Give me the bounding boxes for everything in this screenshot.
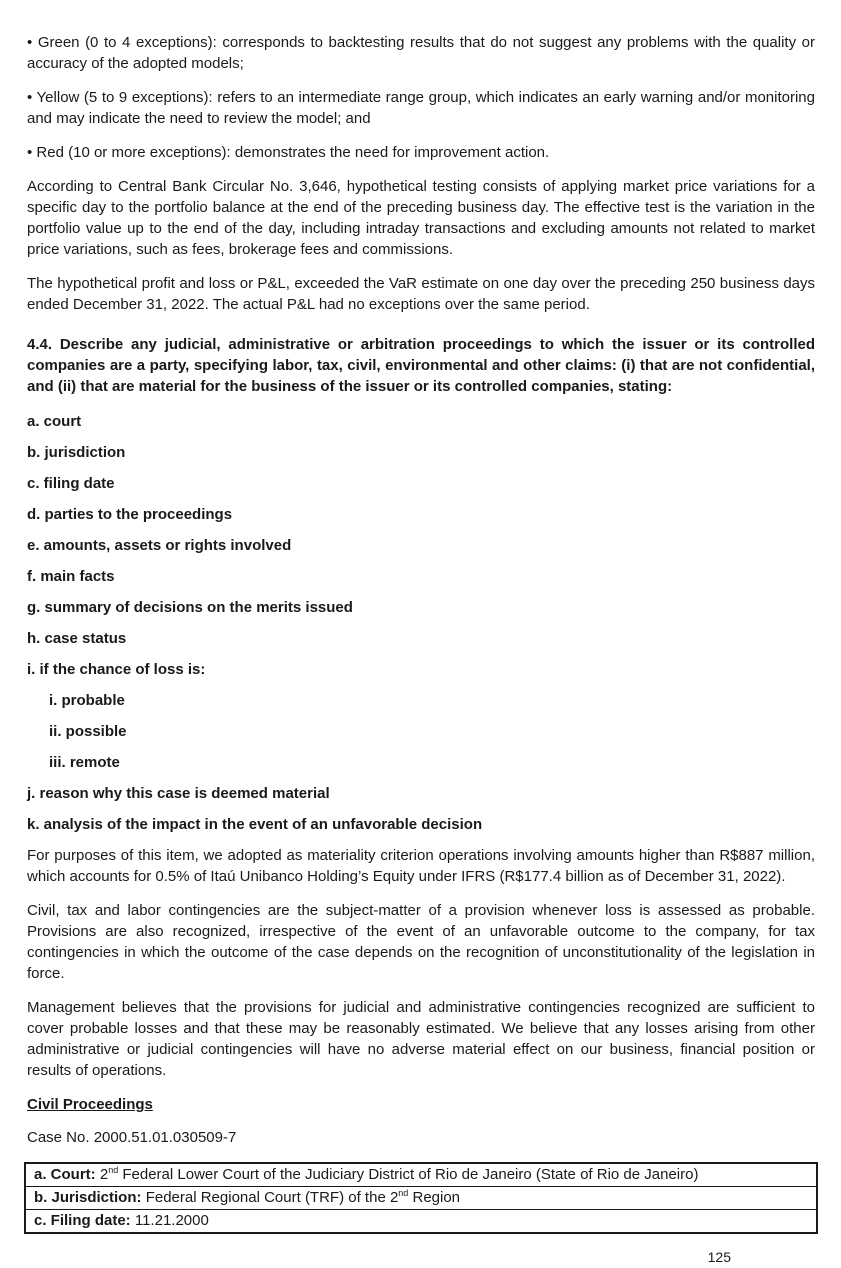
paragraph-contingencies: Civil, tax and labor contingencies are the subject-matter of a provision whenever loss is assessed as probable. Provisions are also recognized, irrespective of the event of an unfavorable outcome to the company, for tax contingencies in which the outcome of the case depends on the recognition of unconstitutionality of the legislation in force. [27,902,815,982]
table-row-filing-date [25,1210,817,1234]
bullet-item-yellow: • Yellow (5 to 9 exceptions): refers to an intermediate range group, which indicates an early warning and/or monitoring and may indicate the need to review the model; and [27,89,815,127]
list-item-i-chance-of-loss: i. if the chance of loss is: [27,661,206,678]
sub-item-possible: ii. possible [49,723,127,740]
row-value-filing-date: 11.21.2000 [134,1212,209,1229]
paragraph-backtesting: According to Central Bank Circular No. 3,646, hypothetical testing consists of applying market price variations for a specific day to the portfolio balance at the end of the preceding business day. The effective test is the variation in the portfolio value up to the end of the day, including intraday transactions and excluding amounts not related to market price variations, such as fees, brokerage fees and commissions. [27,178,815,258]
sub-item-remote: iii. remote [49,754,120,771]
table-row-court [25,1163,817,1187]
list-item-h-case-status: h. case status [27,630,127,647]
section-4-4-heading: 4.4. Describe any judicial, administrative or arbitration proceedings to which the issuer or its controlled companies are a party, specifying labor, tax, civil, environmental and other claims: (i) that are not confidential, and (ii) that are material for the business of the issuer or its controlled companies, stating: [27,336,815,395]
table-row-jurisdiction [25,1187,817,1210]
sub-item-probable: i. probable [49,692,125,709]
table-cell-filing-date [25,1210,817,1234]
table-cell-jurisdiction [25,1187,817,1210]
row-value-jurisdiction: Federal Regional Court (TRF) of the 2nd Region [145,1188,461,1206]
case-number: Case No. 2000.51.01.030509-7 [27,1129,237,1146]
list-item-d-parties: d. parties to the proceedings [27,506,233,523]
bullet-item-red: • Red (10 or more exceptions): demonstrates the need for improvement action. [27,144,550,161]
bullet-item-green: • Green (0 to 4 exceptions): corresponds to backtesting results that do not suggest any problems with the quality or accuracy of the adopted models; [27,34,815,72]
list-item-e-amounts: e. amounts, assets or rights involved [27,537,292,554]
row-label-court: a. Court: [34,1166,96,1183]
superscript-ordinal: nd [398,1188,409,1198]
list-item-g-summary: g. summary of decisions on the merits issued [27,599,353,616]
list-item-k-analysis: k. analysis of the impact in the event of an unfavorable decision [27,816,483,833]
list-item-c-filing-date: c. filing date [27,475,115,492]
row-value-court: 2nd Federal Lower Court of the Judiciary District of Rio de Janeiro (State of Rio de Janeiro) [99,1165,699,1183]
paragraph-management: Management believes that the provisions for judicial and administrative contingencies recognized are sufficient to cover probable losses and that these may be reasonably estimated. We believe that any losses arising from other administrative or judicial contingencies will have no adverse material effect on our business, financial position or results of operations. [27,999,815,1079]
civil-proceedings-heading: Civil Proceedings [27,1096,153,1113]
row-label-filing-date: c. Filing date: [34,1212,131,1229]
list-item-j-reason: j. reason why this case is deemed material [27,785,330,802]
case-details-table [24,1162,818,1234]
paragraph-pnl: The hypothetical profit and loss or P&L, exceeded the VaR estimate on one day over the preceding 250 business days ended December 31, 2022. The actual P&L had no exceptions over the same period. [27,275,815,313]
list-item-b-jurisdiction: b. jurisdiction [27,444,126,461]
page-number: 125 [707,1249,731,1265]
row-label-jurisdiction: b. Jurisdiction: [34,1189,142,1206]
paragraph-materiality: For purposes of this item, we adopted as materiality criterion operations involving amounts higher than R$887 million, which accounts for 0.5% of Itaú Unibanco Holding’s Equity under IFRS (R$177.4 billion as of December 31, 2022). [27,847,815,885]
list-item-f-main-facts: f. main facts [27,568,115,585]
list-item-a-court: a. court [27,413,82,430]
superscript-ordinal: nd [108,1165,119,1175]
table-cell-court [25,1163,817,1187]
